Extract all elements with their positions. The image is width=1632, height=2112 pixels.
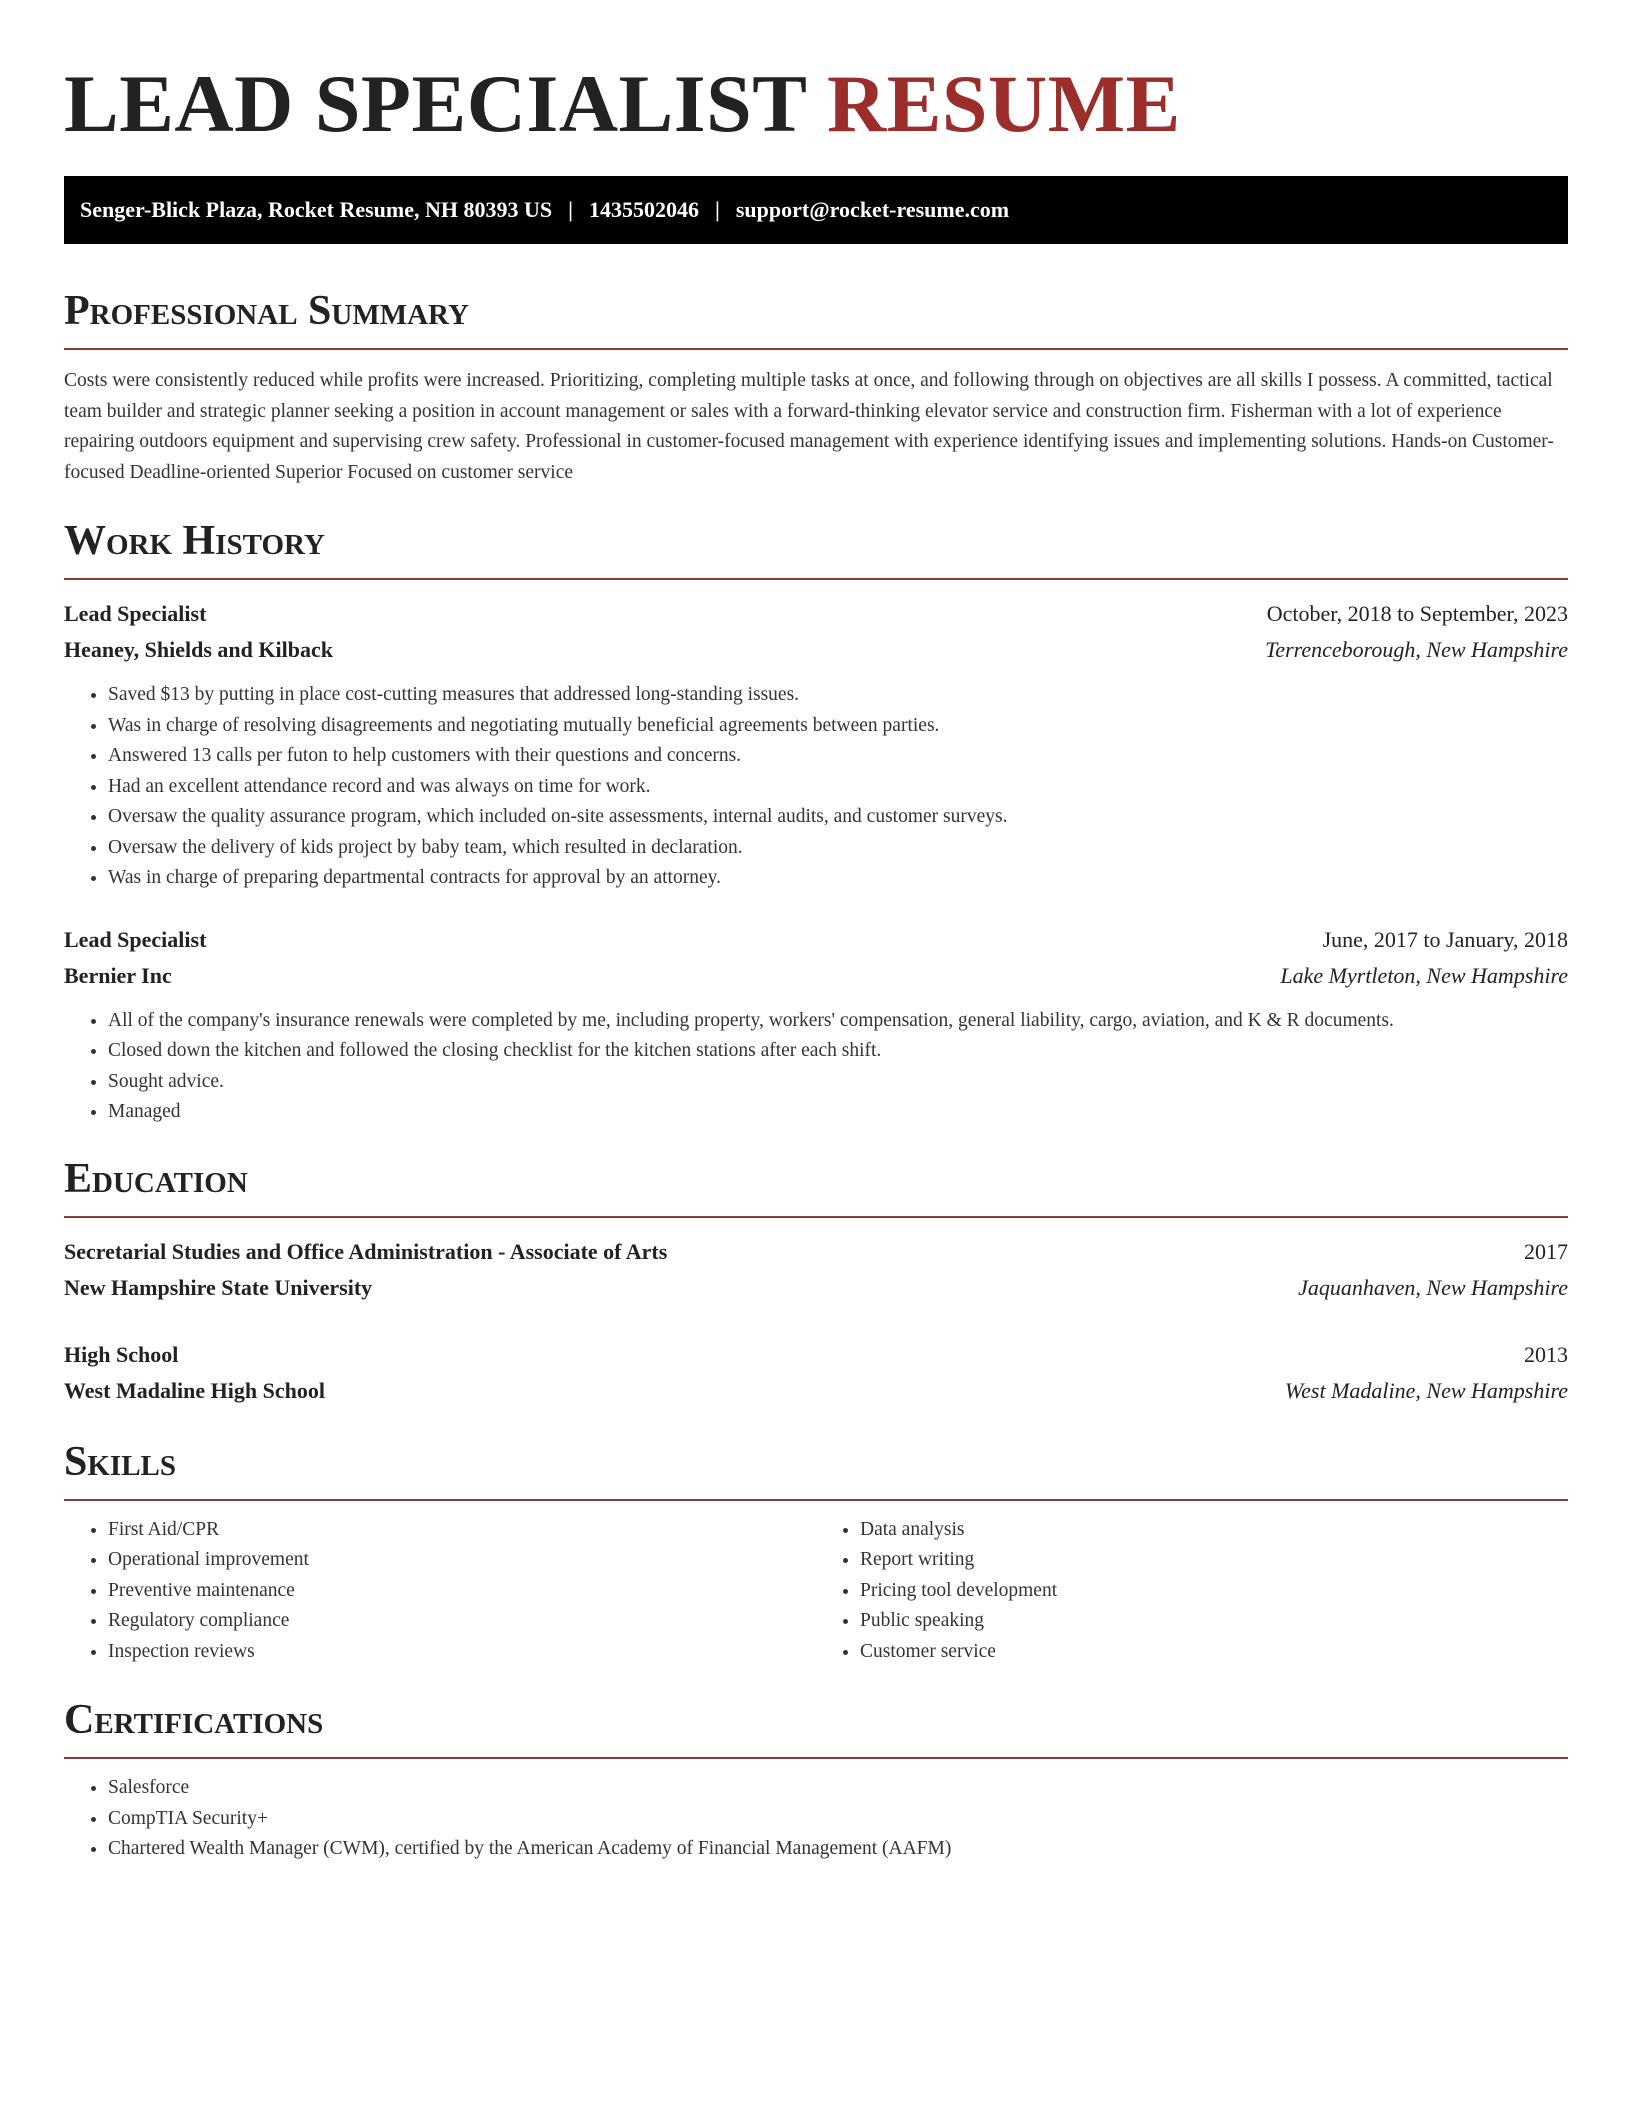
skill-item: • Customer service bbox=[860, 1637, 1568, 1668]
certifications-list bbox=[64, 1773, 1568, 1865]
skills-section bbox=[64, 1437, 1568, 1668]
skills-columns bbox=[64, 1515, 1568, 1668]
certification-item: • Chartered Wealth Manager (CWM), certified by the American Academy of Financial Management (AAFM) bbox=[108, 1834, 1568, 1865]
education-heading: Education bbox=[64, 1155, 248, 1202]
contact-separator: | bbox=[715, 197, 720, 222]
job-bullet: • Had an excellent attendance record and was always on time for work. bbox=[108, 772, 1568, 803]
certifications-heading: Certifications bbox=[64, 1697, 324, 1743]
skill-item: • Public speaking bbox=[860, 1606, 1568, 1637]
work-history-heading: Work History bbox=[64, 518, 325, 564]
resume-title bbox=[64, 0, 1568, 150]
education-section bbox=[64, 1154, 1568, 1409]
job-company: Bernier Inc bbox=[64, 962, 172, 988]
contact-separator: | bbox=[568, 197, 573, 222]
skill-item: • Report writing bbox=[860, 1545, 1568, 1576]
job-bullet: • Answered 13 calls per futon to help customers with their questions and concerns. bbox=[108, 741, 1568, 772]
job-bullet: • Sought advice. bbox=[108, 1067, 1568, 1098]
education-school: West Madaline High School bbox=[64, 1377, 325, 1403]
title-main: LEAD SPECIALIST bbox=[64, 58, 806, 149]
job-bullet: • Oversaw the quality assurance program, which included on-site assessments, internal audits, and customer surveys. bbox=[108, 802, 1568, 833]
job-entry bbox=[64, 596, 1568, 894]
contact-address: Senger-Blick Plaza, Rocket Resume, NH 80393 US bbox=[80, 197, 553, 222]
job-title: Lead Specialist bbox=[64, 926, 207, 952]
job-bullet: • Was in charge of preparing departmental contracts for approval by an attorney. bbox=[108, 863, 1568, 894]
education-location: West Madaline, New Hampshire bbox=[1284, 1377, 1568, 1403]
job-dates: October, 2018 to September, 2023 bbox=[1266, 601, 1568, 626]
skill-item: • Inspection reviews bbox=[108, 1637, 816, 1668]
job-bullet: • Oversaw the delivery of kids project by baby team, which resulted in declaration. bbox=[108, 833, 1568, 864]
skill-item: • Operational improvement bbox=[108, 1545, 816, 1576]
skill-item: • Data analysis bbox=[860, 1515, 1568, 1546]
job-bullet: • All of the company's insurance renewals were completed by me, including property, workers' compensation, general liability, cargo, aviation, and K & R documents. bbox=[108, 1006, 1568, 1037]
contact-phone: 1435502046 bbox=[589, 197, 699, 222]
education-degree: High School bbox=[64, 1341, 179, 1367]
resume-page bbox=[64, 0, 1568, 1865]
job-location: Lake Myrtleton, New Hampshire bbox=[1280, 962, 1568, 988]
skill-item: • Pricing tool development bbox=[860, 1576, 1568, 1607]
job-bullet: • Closed down the kitchen and followed the closing checklist for the kitchen stations after each shift. bbox=[108, 1036, 1568, 1067]
contact-bar bbox=[64, 176, 1568, 244]
job-bullet: • Managed bbox=[108, 1097, 1568, 1128]
skill-item: • Preventive maintenance bbox=[108, 1576, 816, 1607]
education-school: New Hampshire State University bbox=[64, 1274, 373, 1300]
section-divider bbox=[64, 1216, 1568, 1218]
job-company: Heaney, Shields and Kilback bbox=[64, 637, 333, 662]
certification-item: • CompTIA Security+ bbox=[108, 1804, 1568, 1835]
skills-heading: Skills bbox=[64, 1438, 177, 1485]
job-dates: June, 2017 to January, 2018 bbox=[1322, 926, 1568, 952]
education-year: 2017 bbox=[1524, 1238, 1568, 1264]
job-bullet: • Saved $13 by putting in place cost-cutting measures that addressed long-standing issues. bbox=[108, 680, 1568, 711]
job-entry bbox=[64, 922, 1568, 1128]
education-location: Jaquanhaven, New Hampshire bbox=[1298, 1274, 1568, 1300]
skill-item: • First Aid/CPR bbox=[108, 1515, 816, 1546]
education-degree: Secretarial Studies and Office Administration - Associate of Arts bbox=[64, 1238, 668, 1264]
skills-list-left bbox=[64, 1515, 816, 1668]
section-divider bbox=[64, 1499, 1568, 1501]
job-location: Terrenceborough, New Hampshire bbox=[1265, 637, 1568, 662]
summary-heading: Professional Summary bbox=[64, 288, 469, 334]
job-bullets bbox=[64, 1006, 1568, 1128]
title-accent: RESUME bbox=[826, 58, 1181, 149]
certifications-section bbox=[64, 1695, 1568, 1865]
education-entry bbox=[64, 1337, 1568, 1409]
job-bullets bbox=[64, 680, 1568, 894]
skills-list-right bbox=[816, 1515, 1568, 1668]
education-entry bbox=[64, 1234, 1568, 1306]
education-year: 2013 bbox=[1524, 1341, 1568, 1367]
summary-text: Costs were consistently reduced while profits were increased. Prioritizing, completing multiple tasks at once, and following through on objectives are all skills I possess. A committed, tactical team builder and strategic planner seeking a position in account management or sales with a forward-thinking elevator service and construction firm. Fisherman with a lot of experience repairing outdoors equipment and supervising crew safety. Professional in customer-focused management with experience identifying issues and implementing solutions. Hands-on Customer-focused Deadline-oriented Superior Focused on customer service bbox=[64, 370, 1554, 483]
work-history-section bbox=[64, 516, 1568, 1128]
section-divider bbox=[64, 1757, 1568, 1759]
job-title: Lead Specialist bbox=[64, 601, 207, 626]
section-divider bbox=[64, 578, 1568, 580]
certification-item: • Salesforce bbox=[108, 1773, 1568, 1804]
job-bullet: • Was in charge of resolving disagreements and negotiating mutually beneficial agreements between parties. bbox=[108, 711, 1568, 742]
contact-email: support@rocket-resume.com bbox=[735, 197, 1010, 222]
skill-item: • Regulatory compliance bbox=[108, 1606, 816, 1637]
summary-section bbox=[64, 286, 1568, 488]
section-divider bbox=[64, 348, 1568, 350]
